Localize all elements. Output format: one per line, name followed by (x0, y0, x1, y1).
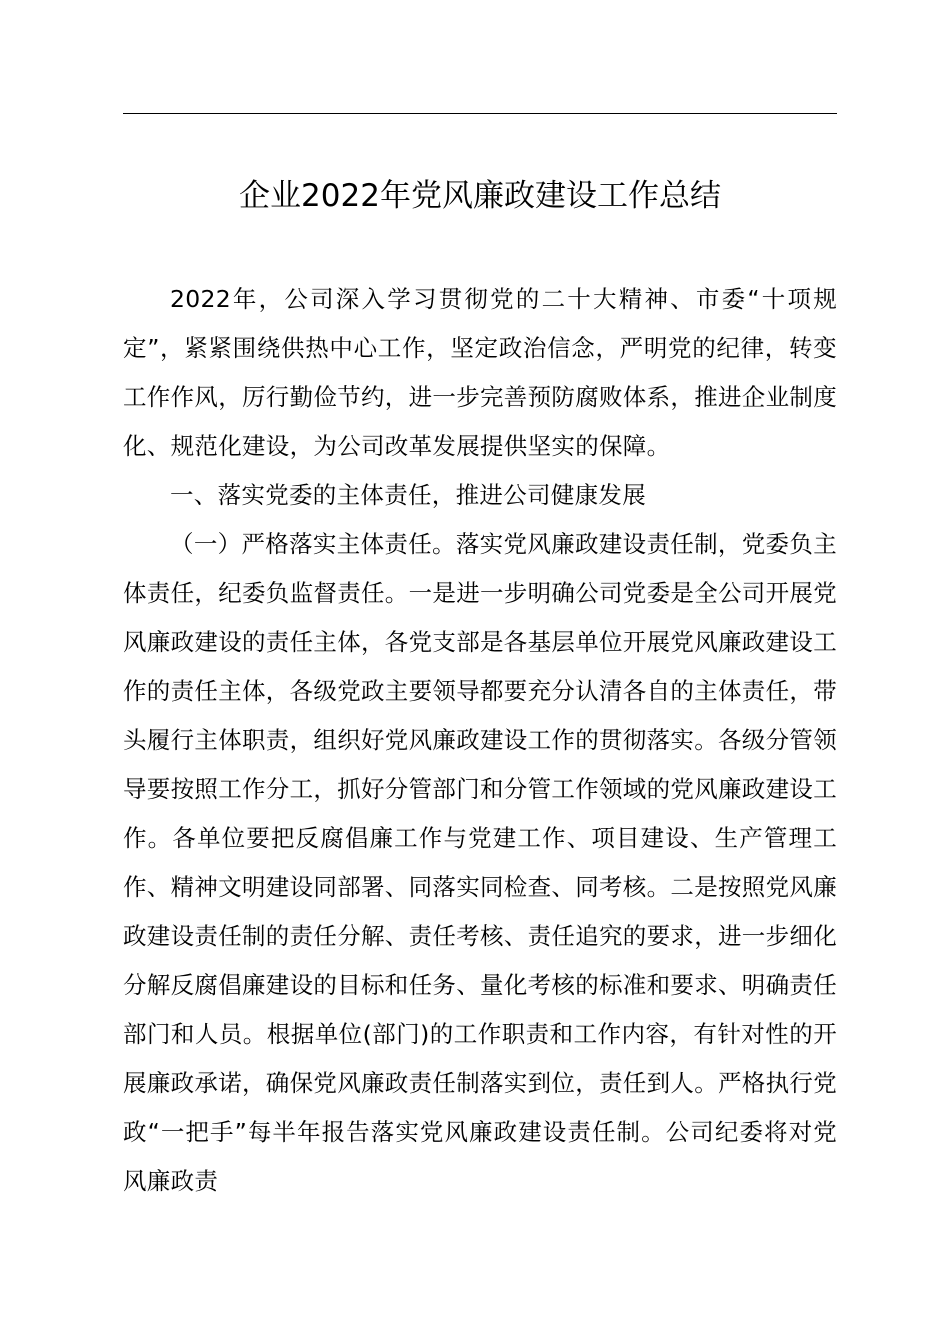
document-body (123, 275, 837, 1206)
intro-paragraph: 2022年，公司深入学习贯彻党的二十大精神、市委“十项规定”，紧紧围绕供热中心工作，坚定政治信念，严明党的纪律，转变工作作风，厉行勤俭节约，进一步完善预防腐败体系，推进企业制度化、规范化建设，为公司改革发展提供坚实的保障。 (123, 285, 837, 460)
document-title: 企业2022年党风廉政建设工作总结 (239, 178, 721, 214)
subsection-paragraph-1: （一）严格落实主体责任。落实党风廉政建设责任制，党委负主体责任，纪委负监督责任。一是进一步明确公司党委是全公司开展党风廉政建设的责任主体，各党支部是各基层单位开展党风廉政建设工作的责任主体，各级党政主要领导都要充分认清各自的主体责任，带头履行主体职责，组织好党风廉政建设工作的贯彻落实。各级分管领导要按照工作分工，抓好分管部门和分管工作领域的党风廉政建设工作。各单位要把反腐倡廉工作与党建工作、项目建设、生产管理工作、精神文明建设同部署、同落实同检查、同考核。二是按照党风廉政建设责任制的责任分解、责任考核、责任追究的要求，进一步细化分解反腐倡廉建设的目标和任务、量化考核的标准和要求、明确责任部门和人员。根据单位(部门)的工作职责和工作内容，有针对性的开展廉政承诺，确保党风廉政责任制落实到位，责任到人。严格执行党政“一把手”每半年报告落实党风廉政建设责任制。公司纪委将对党风廉政责 (123, 530, 837, 1195)
header-rule (123, 113, 837, 114)
section-heading-1: 一、落实党委的主体责任，推进公司健康发展 (170, 481, 646, 509)
